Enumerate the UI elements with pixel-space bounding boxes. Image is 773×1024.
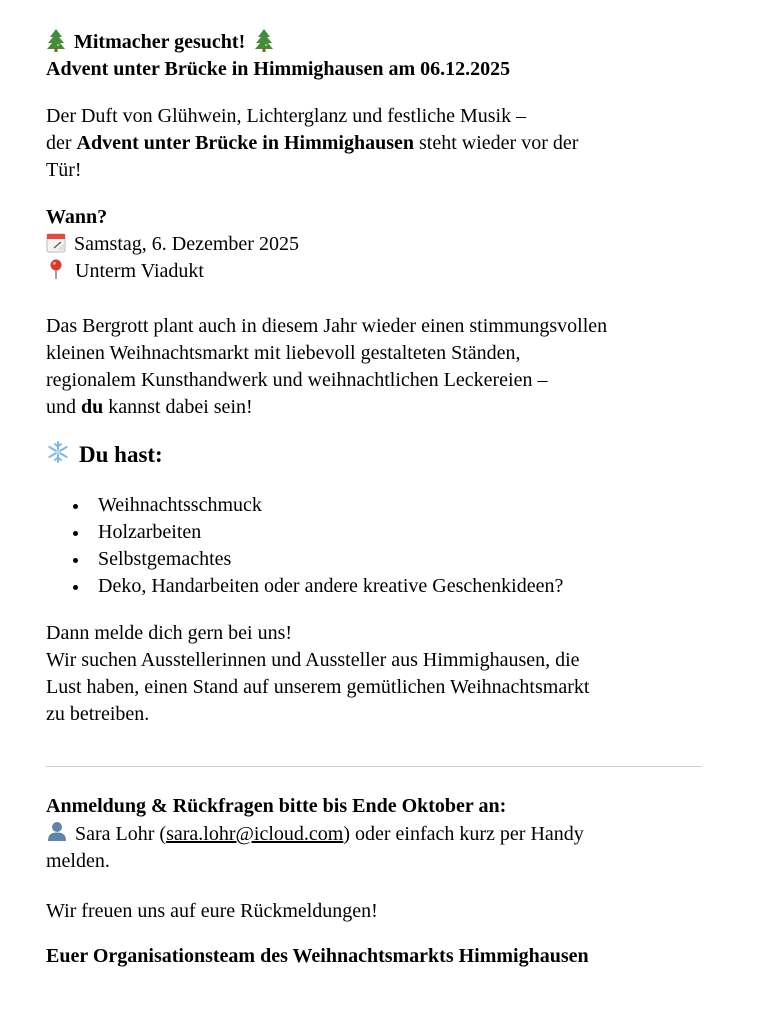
title-line <box>46 28 746 56</box>
person-icon <box>46 820 68 842</box>
contact-line: Sara Lohr (sara.lohr@icloud.com) oder einfach kurz per Handy <box>46 820 746 848</box>
call-paragraph <box>46 620 746 728</box>
list-item: Holzarbeiten <box>46 519 746 546</box>
bullet-icon <box>73 504 78 509</box>
contact-line: melden. <box>46 850 110 872</box>
description-line: und du kannst dabei sein! <box>46 396 253 418</box>
closing-signature: Euer Organisationsteam des Weihnachtsmarkts Himmighausen <box>46 945 589 967</box>
description-line: kleinen Weihnachtsmarkt mit liebevoll gestalteten Ständen, <box>46 342 521 364</box>
you-have-section <box>46 440 746 470</box>
you-have-heading: Du hast: <box>46 440 746 470</box>
bullet-icon <box>73 531 78 536</box>
call-line: Dann melde dich gern bei uns! <box>46 622 293 644</box>
list-item: Weihnachtsschmuck <box>46 492 746 519</box>
calendar-icon <box>46 232 66 253</box>
event-date: Samstag, 6. Dezember 2025 <box>46 231 746 258</box>
christmas-tree-icon <box>254 28 274 52</box>
snowflake-icon <box>46 440 70 464</box>
call-line: Wir suchen Ausstellerinnen und Aussteller aus Himmighausen, die <box>46 649 580 671</box>
bullet-icon <box>73 558 78 563</box>
closing-thanks: Wir freuen uns auf eure Rückmeldungen! <box>46 900 378 922</box>
intro-line: der Advent unter Brücke in Himmighausen steht wieder vor der <box>46 132 579 154</box>
when-heading: Wann? <box>46 206 108 228</box>
intro-line: Tür! <box>46 159 82 181</box>
contact-section <box>46 793 746 875</box>
title-text: Mitmacher gesucht! <box>74 31 246 53</box>
header <box>46 28 746 83</box>
list-item: Selbstgemachtes <box>46 546 746 573</box>
event-location: Unterm Viadukt <box>46 258 746 285</box>
list-item: Deko, Handarbeiten oder andere kreative Geschenkideen? <box>46 573 746 600</box>
email-link[interactable]: sara.lohr@icloud.com <box>166 823 344 845</box>
description-paragraph <box>46 313 746 421</box>
map-pin-icon <box>46 258 66 280</box>
when-section <box>46 204 746 285</box>
subtitle-line: Advent unter Brücke in Himmighausen am 06.12.2025 <box>46 58 511 80</box>
bullet-icon <box>73 585 78 590</box>
description-line: regionalem Kunsthandwerk und weihnachtlichen Leckereien – <box>46 369 548 391</box>
intro-paragraph <box>46 103 746 184</box>
christmas-tree-icon <box>46 28 66 52</box>
call-line: Lust haben, einen Stand auf unserem gemütlichen Weihnachtsmarkt <box>46 676 590 698</box>
divider <box>46 766 702 767</box>
contact-heading: Anmeldung & Rückfragen bitte bis Ende Oktober an: <box>46 795 507 817</box>
call-line: zu betreiben. <box>46 703 150 725</box>
description-line: Das Bergrott plant auch in diesem Jahr wieder einen stimmungsvollen <box>46 315 608 337</box>
offer-list <box>46 492 746 600</box>
intro-line: Der Duft von Glühwein, Lichterglanz und festliche Musik – <box>46 105 527 127</box>
